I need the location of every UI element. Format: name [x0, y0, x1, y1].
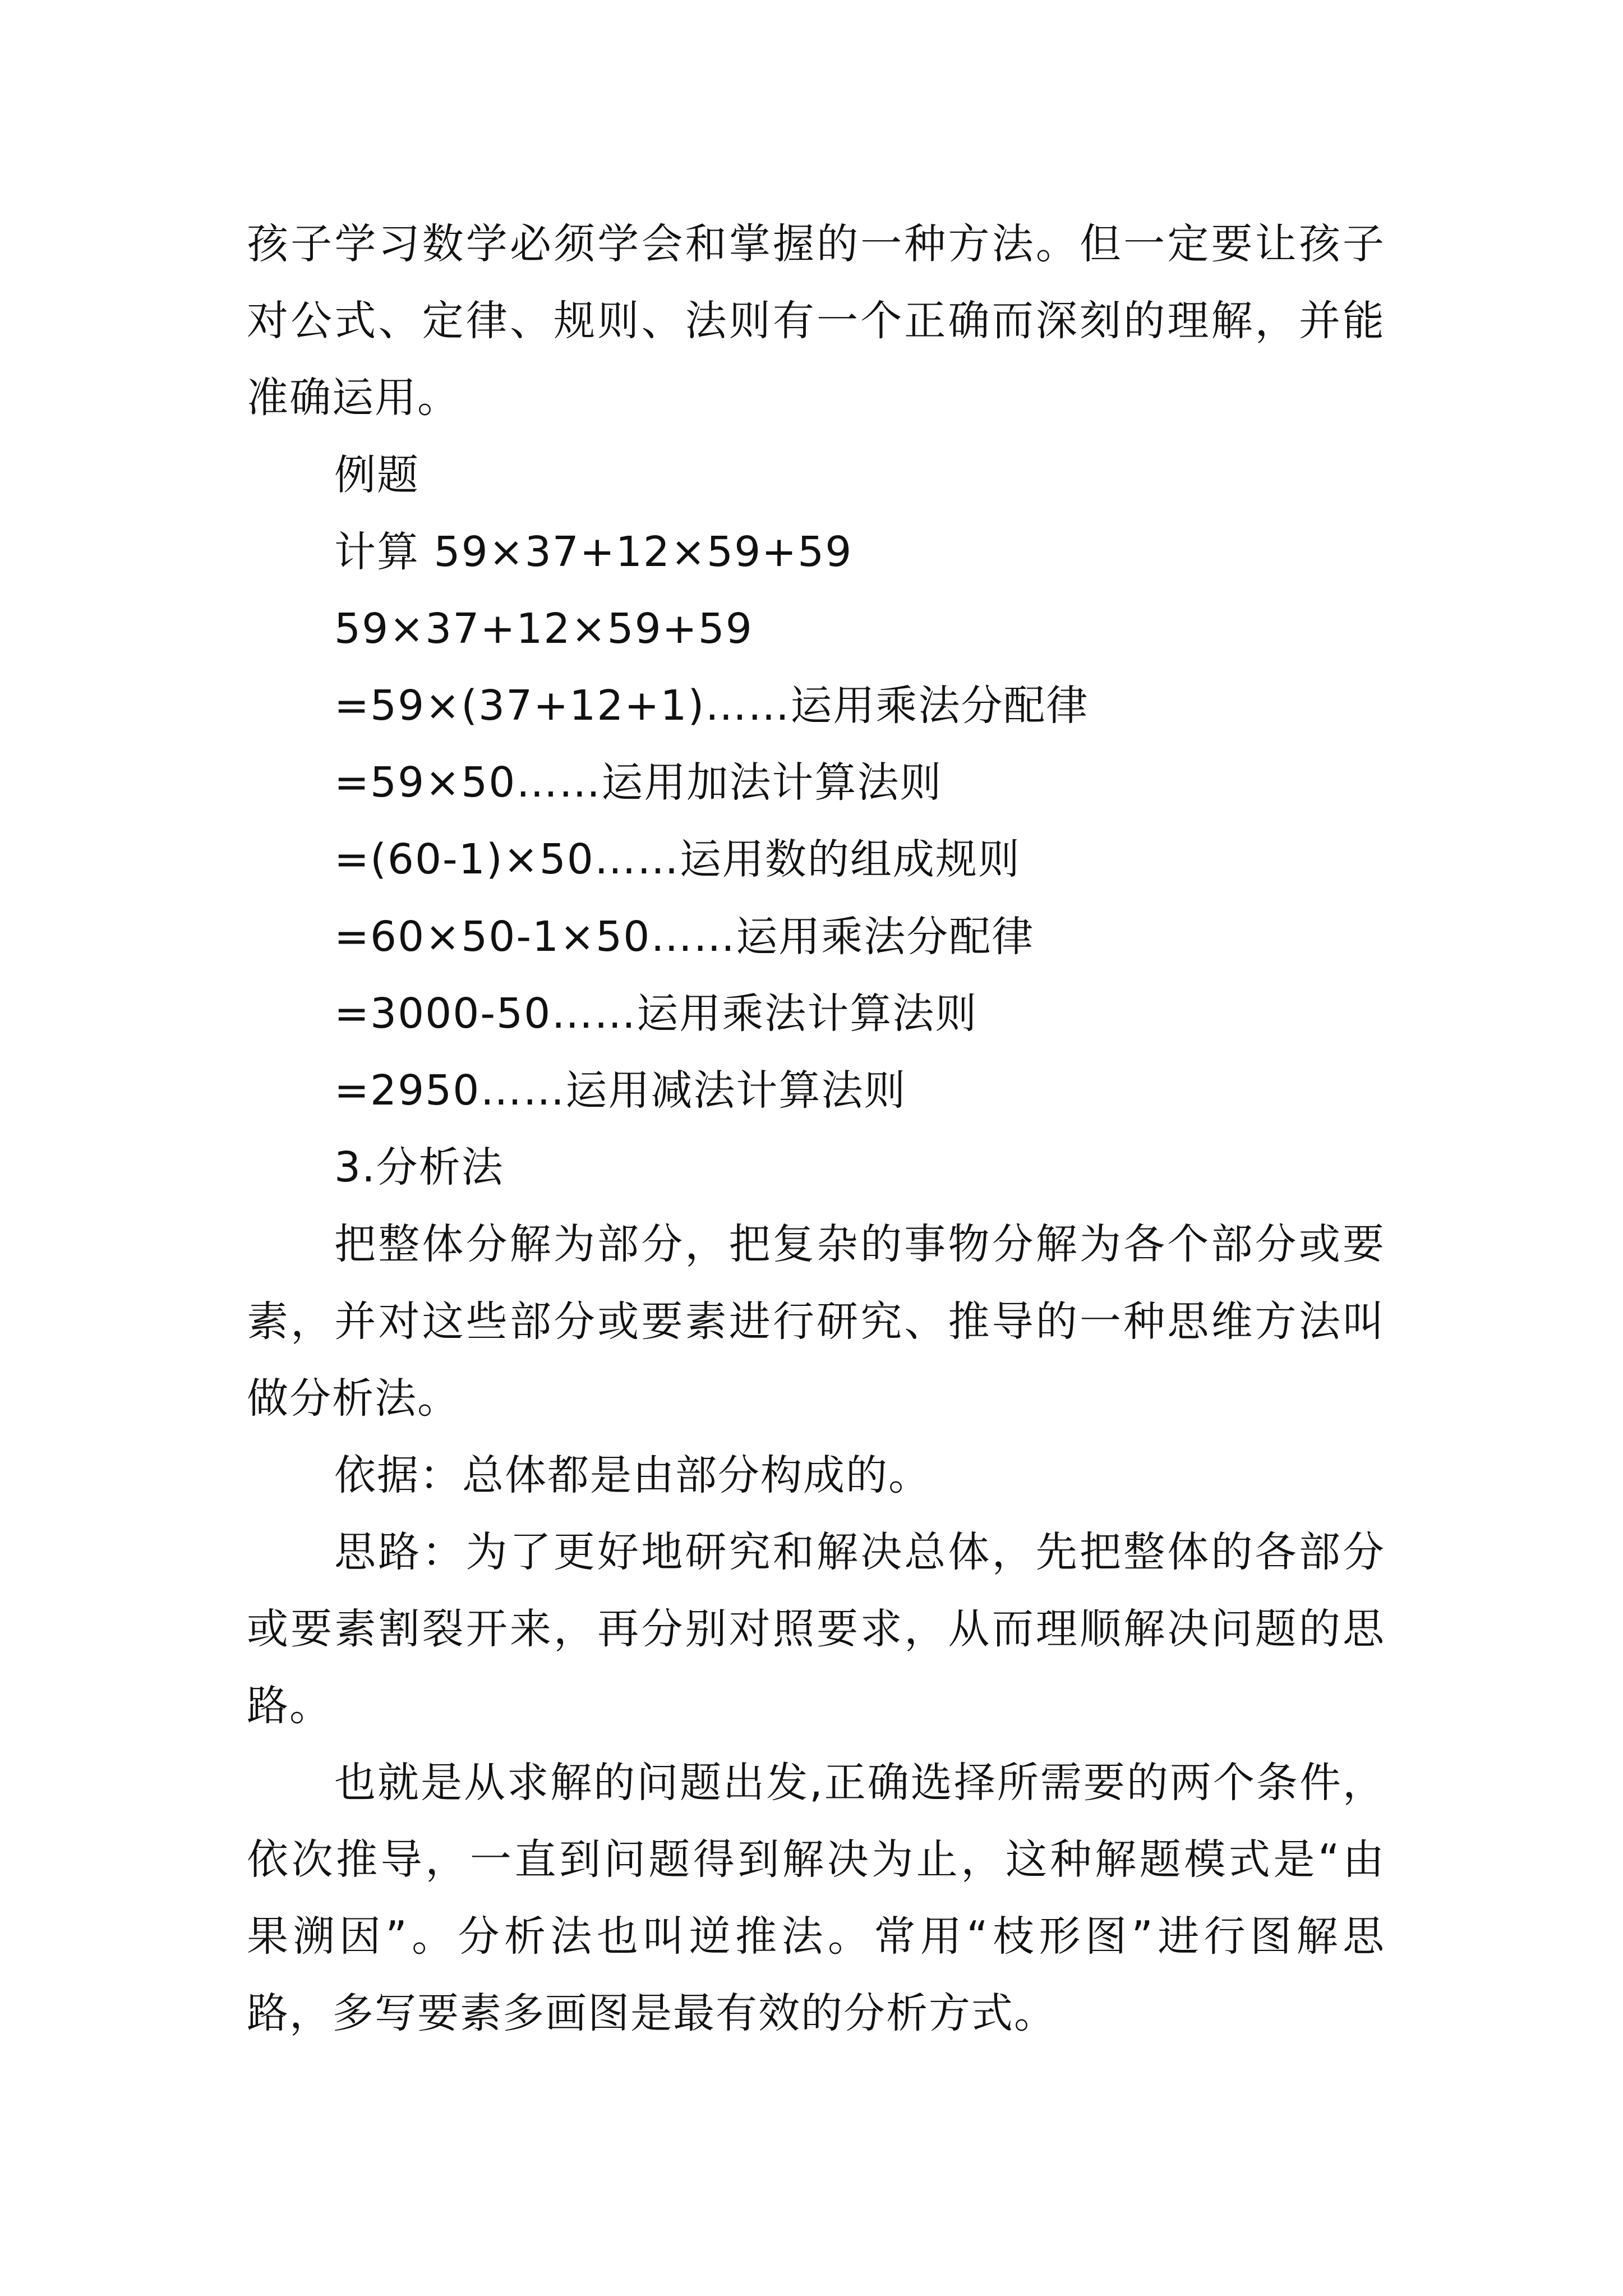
calculation-step: =59×(37+12+1)……运用乘法分配律	[334, 682, 1089, 730]
calculation-step: =(60-1)×50……运用数的组成规则	[334, 835, 1021, 884]
calculation-step: =60×50-1×50……运用乘法分配律	[334, 913, 1035, 961]
paragraph-line: 或要素割裂开来，再分别对照要求，从而理顺解决问题的思	[247, 1605, 1385, 1653]
paragraph-line: 对公式、定律、规则、法则有一个正确而深刻的理解，并能	[247, 297, 1385, 345]
paragraph-line: 素，并对这些部分或要素进行研究、推导的一种思维方法叫	[247, 1297, 1385, 1346]
paragraph-line: 路。	[247, 1682, 332, 1730]
calculation-step: =59×50……运用加法计算法则	[334, 758, 943, 807]
calculation-step: 59×37+12×59+59	[334, 605, 753, 653]
paragraph-line: 也就是从求解的问题出发,正确选择所需要的两个条件，	[334, 1759, 1385, 1807]
paragraph-line: 果溯因”。分析法也叫逆推法。常用“枝形图”进行图解思	[247, 1912, 1385, 1961]
calculation-step: =3000-50……运用乘法计算法则	[334, 990, 978, 1038]
calculation-prompt: 计算 59×37+12×59+59	[334, 528, 853, 576]
paragraph-line: 思路：为了更好地研究和解决总体，先把整体的各部分	[334, 1528, 1385, 1576]
calculation-step: =2950……运用减法计算法则	[334, 1066, 907, 1115]
paragraph-line: 准确运用。	[247, 374, 460, 422]
basis-line: 依据：总体都是由部分构成的。	[334, 1451, 931, 1499]
paragraph-line: 路，多写要素多画图是最有效的分析方式。	[247, 1989, 1057, 2037]
paragraph-line: 把整体分解为部分，把复杂的事物分解为各个部分或要	[334, 1220, 1385, 1268]
example-heading: 例题	[334, 451, 419, 499]
paragraph-line: 依次推导，一直到问题得到解决为止，这种解题模式是“由	[247, 1835, 1385, 1884]
section-heading: 3.分析法	[334, 1143, 504, 1191]
paragraph-line: 做分析法。	[247, 1374, 460, 1423]
paragraph-line: 孩子学习数学必须学会和掌握的一种方法。但一定要让孩子	[247, 220, 1385, 268]
